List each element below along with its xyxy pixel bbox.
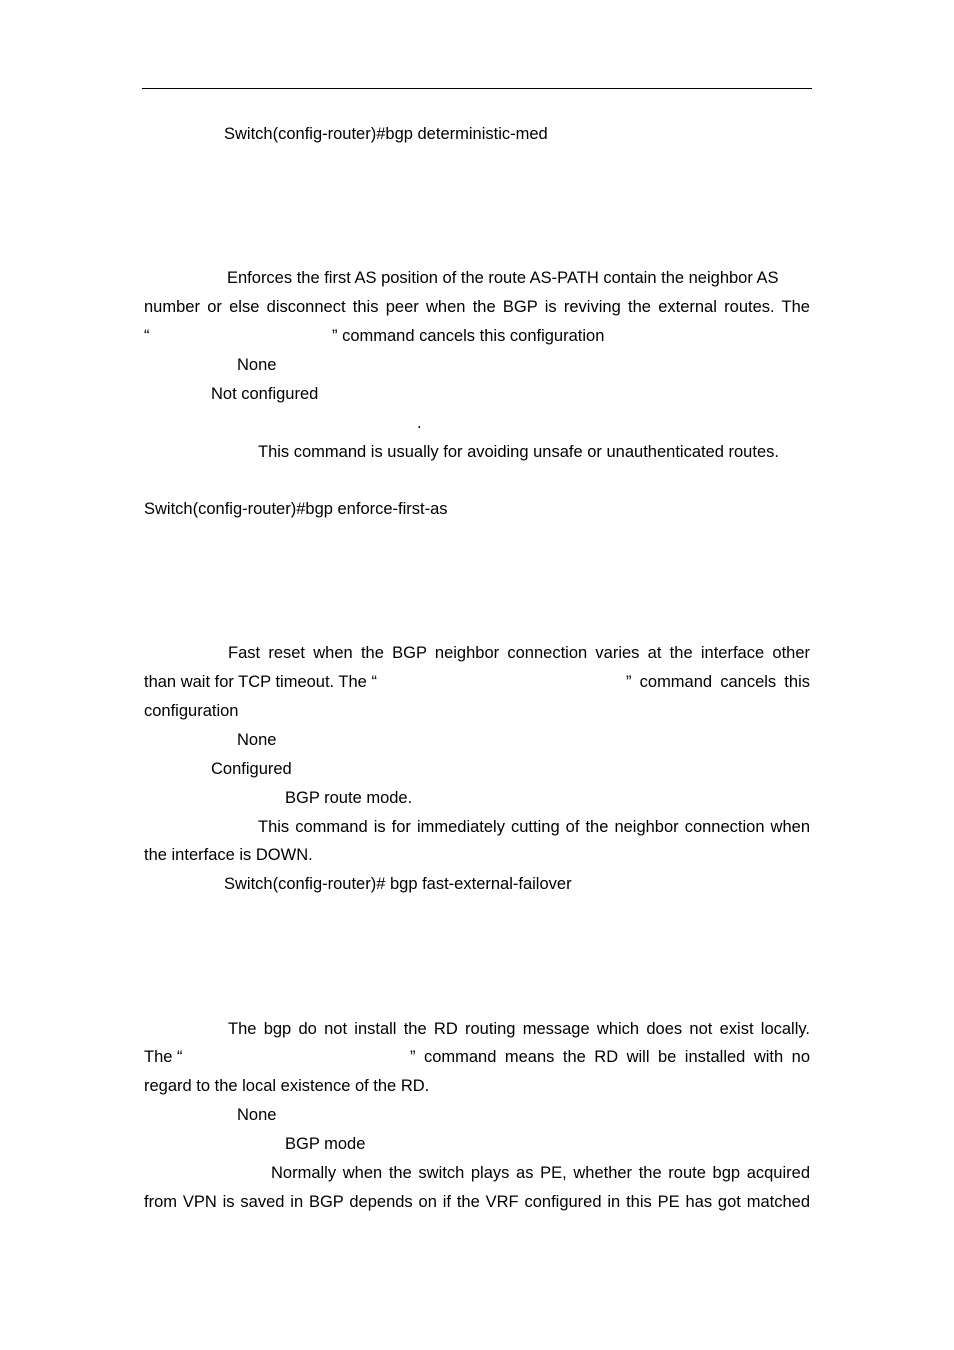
example-deterministic-med: Switch(config-router)#bgp deterministic-med — [224, 125, 548, 143]
description-fast-failover-line-2b: ” command cancels this — [626, 673, 810, 691]
description-rd-line-1: The bgp do not install the RD routing message which does not exist locally. — [228, 1020, 810, 1038]
command-mode: BGP mode — [285, 1135, 366, 1153]
description-rd-line-3: regard to the local existence of the RD. — [144, 1077, 430, 1095]
parameter-value: None — [237, 731, 277, 749]
usage-guide-line-1: Normally when the switch plays as PE, whether the route bgp acquired — [271, 1164, 810, 1182]
mode-dot: . — [417, 414, 422, 432]
default-value: Configured — [211, 760, 292, 778]
description-rd-line-2a: The “ — [144, 1048, 183, 1066]
command-mode: BGP route mode. — [285, 789, 413, 807]
usage-guide-line-1: This command is for immediately cutting of the neighbor connection when — [258, 818, 810, 836]
description-fast-failover-line-1: Fast reset when the BGP neighbor connection varies at the interface other — [228, 644, 810, 662]
parameter-value: None — [237, 1106, 277, 1124]
description-open-quote: “ — [144, 327, 150, 345]
description-fast-failover-line-2a: than wait for TCP timeout. The “ — [144, 673, 377, 691]
example-enforce-first-as: Switch(config-router)#bgp enforce-first-as — [144, 500, 448, 518]
usage-guide: This command is usually for avoiding unsafe or unauthenticated routes. — [258, 443, 779, 461]
description-enforce-first-as-line-3: ” command cancels this configuration — [332, 327, 605, 345]
description-enforce-first-as-line-2: number or else disconnect this peer when the BGP is reviving the external routes. The — [144, 298, 810, 316]
parameter-value: None — [237, 356, 277, 374]
usage-guide-line-2: from VPN is saved in BGP depends on if the VRF configured in this PE has got matched — [144, 1193, 810, 1211]
header-rule — [142, 88, 812, 89]
usage-guide-line-2: the interface is DOWN. — [144, 846, 313, 864]
description-enforce-first-as-line-1: Enforces the first AS position of the route AS-PATH contain the neighbor AS — [227, 269, 779, 287]
description-fast-failover-line-3: configuration — [144, 702, 239, 720]
default-value: Not configured — [211, 385, 319, 403]
example-fast-external-failover: Switch(config-router)# bgp fast-external-failover — [224, 875, 572, 893]
description-rd-line-2b: ” command means the RD will be installed with no — [410, 1048, 810, 1066]
